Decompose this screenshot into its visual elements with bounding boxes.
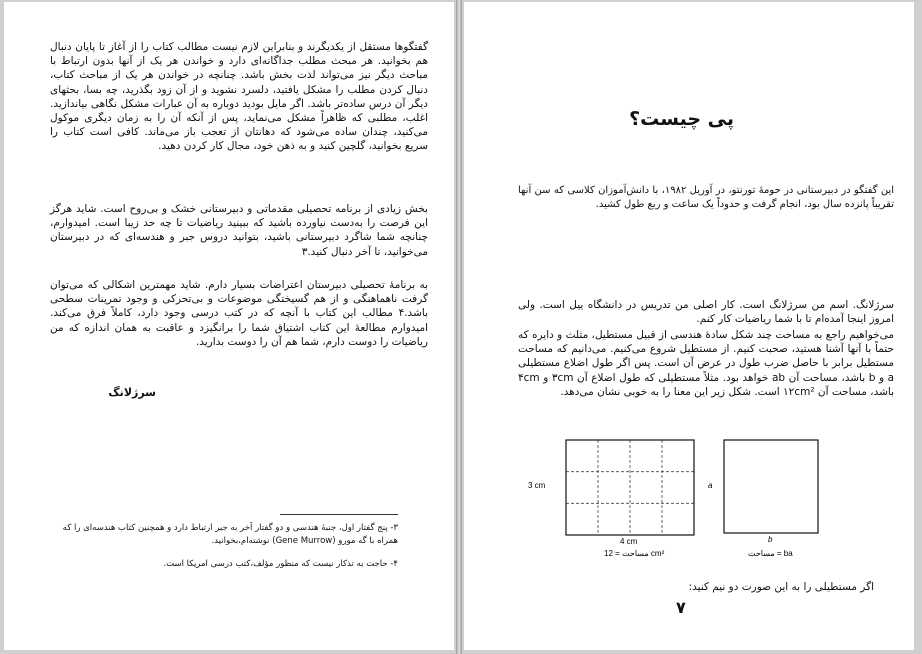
footnote-rule (280, 514, 398, 515)
left-area-label: مساحت = 12 cm² (604, 549, 665, 558)
left-height-label: 3 cm (528, 481, 546, 490)
body-paragraph-1: سرژلانگ. اسم من سرژلانگ است. کار اصلی من تدریس در دانشگاه ییل است. ولی امروز اینجا آمده‌ام تا با شما ریاضیات کار کنم. (518, 299, 894, 326)
left-page (4, 2, 454, 650)
right-page (464, 2, 914, 650)
paragraph-3: به برنامهٔ تحصیلی دبیرستان اعتراضات بسیار دارم. شاید مهمترین اشکالی که می‌توان گرفت ناهماهنگی و از هم گسیختگی موضوعات و بی‌تحرکی و وجود تمرینات سطحی باشد.۴ مطالب این کتاب با آنچه که در کتب درسی وجود دارد، کاملاً فرق می‌کند. امیدوارم مطالعهٔ این کتاب اشتیاق شما را برانگیزد و عاقبت به همان اندازه که من ریاضیات را دوست دارم، شما هم آن را دوست بدارید. (50, 279, 428, 348)
author-signature: سرژلانگ (108, 386, 156, 399)
page-number: ۷ (676, 598, 686, 617)
paragraph-1: گفتگوها مستقل از یکدیگرند و بنابراین لازم نیست مطالب کتاب را از آغاز تا پایان دنبال هم بخوانید. هر مبحث مطلب جداگانه‌ای دارد و خواندن هر یک از آنها بدون ارتباط با مباحث دیگر نیز می‌تواند لذت بخش باشد. چنانچه در خواندن هر یک از مباحث کتاب، دنبال کردن مطلب را مشکل یافتید، دلسرد نشوید و از آن زود بگذرید، چه بسا، بحثهای دیگر آن درس ساده‌تر باشد. اگر مایل بودید دوباره به آن عبارات مشکل نگاهی بیاندازید. اغلب، مطلبی که ظاهراً مشکل می‌نماید، پس از آنکه آن را به زمان دیگری موکول می‌کنید، چندان ساده می‌شود که دهانتان از تعجب باز می‌ماند. کافی است کتاب را سریع بخوانید، گلچین کنید و به ذهن خود، مجال کار کردن دهید. (50, 41, 428, 153)
grid-rectangle-3x4 (566, 440, 694, 535)
chapter-title: پی چیست؟ (629, 108, 734, 130)
right-height-label: a (708, 481, 713, 490)
book-spine (456, 0, 462, 654)
right-width-label: b (768, 535, 773, 544)
right-rectangle-outline (724, 440, 818, 533)
intro-paragraph: این گفتگو در دبیرستانی در حومهٔ تورنتو، در آوریل ۱۹۸۲، با دانش‌آموزان کلاسی که سن آنها تقریباً پانزده سال بود، انجام گرفت و حدوداً یک ساعت و ربع طول کشید. (518, 185, 894, 211)
closing-line: اگر مستطیلی را به این صورت دو نیم کنید: (688, 581, 874, 593)
footnote-4: ۴- حاجت به تذکار نیست که منظور مؤلف،کتب درسی امریکا است. (163, 559, 398, 569)
rectangle-area-figure (524, 432, 864, 572)
body-paragraph-2: می‌خواهیم راجع به مساحت چند شکل سادهٔ هندسی از قبیل مستطیل، مثلث و دایره که حتماً با آنها آشنا هستید، صحبت کنیم. از مستطیل شروع می‌کنیم. می‌دانیم که مساحت مستطیل برابر با حاصل ضرب طول در عرض آن است. پس اگر طول اضلاع مستطیلی a و b باشد، مساحت آن ab خواهد بود. مثلاً مستطیلی که طول اضلاع آن ۳cm و ۴cm باشد، مساحت آن ۱۲cm² است. شکل زیر این معنا را به خوبی نشان می‌دهد. (518, 329, 895, 398)
footnote-3: ۳- پنج گفتار اول، جنبهٔ هندسی و دو گفتار آخر به جبر ارتباط دارد و همچنین کتاب هندسه‌ای را که همراه با گه مورو (Gene Murrow) نوشته‌ام،بخوانید. (62, 523, 398, 546)
left-width-label: 4 cm (620, 537, 638, 546)
right-area-label: مساحت = ba (748, 549, 793, 558)
paragraph-2: بخش زیادی از برنامه تحصیلی مقدماتی و دبیرستانی خشک و بی‌روح است. شاید هرگز این فرصت را به‌دست نیاورده باشید که ببینید ریاضیات تا چه حد زیبا است. امیدوارم، چنانچه شما شاگرد دبیرستانی باشید، بتوانید دروس جبر و هندسه‌ای که در دبیرستان می‌خوانید، تا آخر دنبال کنید.۳ (50, 203, 428, 258)
